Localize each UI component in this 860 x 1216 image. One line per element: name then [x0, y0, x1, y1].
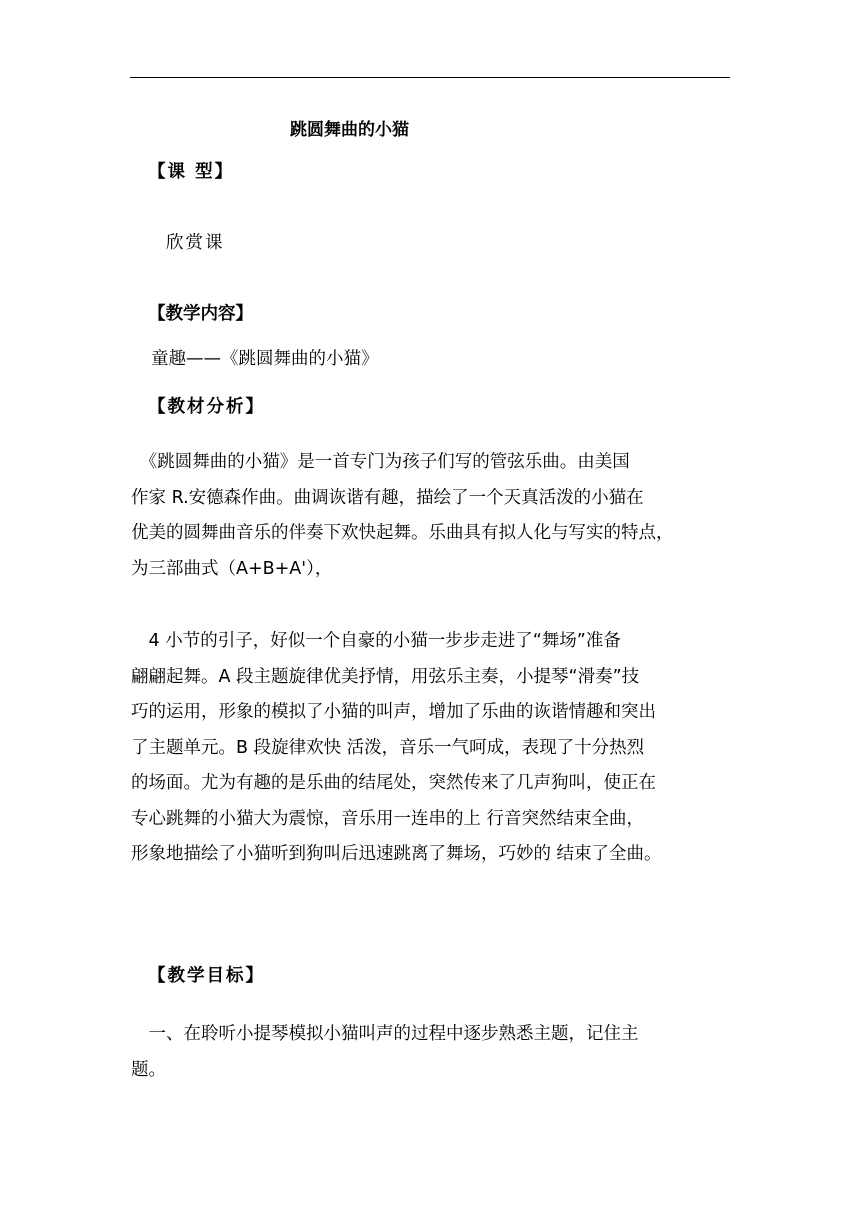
paragraph-line: 了主题单元。B 段旋律欢快 活泼，音乐一气呵成，表现了十分热烈: [131, 737, 645, 758]
header-rule: [130, 77, 730, 78]
goal-item-1: [131, 1016, 731, 1088]
paragraph-line: 形象地描绘了小猫听到狗叫后迅速跳离了舞场，巧妙的 结束了全曲。: [131, 844, 662, 864]
document-title: 跳圆舞曲的小猫: [290, 120, 409, 140]
paragraph-line: 一、在聆听小提琴模拟小猫叫声的过程中逐步熟悉主题，记住主: [131, 1024, 639, 1044]
section-heading-type: 【课 型】: [148, 162, 235, 182]
section-heading-goals: 【教学目标】: [148, 966, 265, 986]
analysis-paragraph-1: [131, 445, 731, 587]
paragraph-line: 《跳圆舞曲的小猫》是一首专门为孩子们写的管弦乐曲。由美国: [131, 452, 630, 472]
paragraph-line: 的场面。尤为有趣的是乐曲的结尾处，突然传来了几声狗叫，使正在: [131, 773, 656, 793]
paragraph-line: 4 小节的引子，好似一个自豪的小猫一步步走进了“舞场”准备: [131, 631, 621, 651]
paragraph-line: 为三部曲式（A+B+A'），: [131, 558, 333, 579]
section-heading-analysis: 【教材分析】: [148, 397, 265, 417]
analysis-paragraph-2: [131, 624, 731, 873]
paragraph-line: 专心跳舞的小猫大为震惊，音乐用一连串的上 行音突然结束全曲，: [131, 808, 645, 829]
paragraph-line: 翩翩起舞。A 段主题旋律优美抒情，用弦乐主奏，小提琴“滑奏”技: [131, 666, 640, 687]
paragraph-line: 巧的运用，形象的模拟了小猫的叫声，增加了乐曲的诙谐情趣和突出: [131, 702, 656, 722]
section-value-type: 欣赏课: [166, 233, 225, 253]
paragraph-line: 优美的圆舞曲音乐的伴奏下欢快起舞。乐曲具有拟人化与写实的特点，: [131, 523, 674, 543]
section-heading-content: 【教学内容】: [148, 304, 253, 324]
paragraph-line: 题。: [131, 1060, 166, 1080]
paragraph-line: 作家 R.安德森作曲。曲调诙谐有趣，描绘了一个天真活泼的小猫在: [131, 487, 644, 508]
section-value-content: 童趣——《跳圆舞曲的小猫》: [151, 349, 379, 369]
